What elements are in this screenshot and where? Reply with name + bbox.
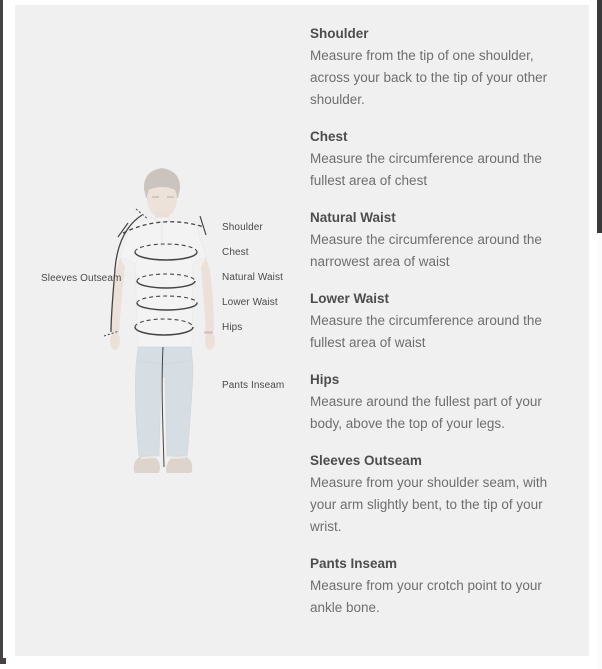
size-guide-panel — [15, 5, 589, 656]
section-title: Natural Waist — [310, 210, 396, 225]
figure-label-lower-waist: Lower Waist — [222, 297, 278, 308]
section-text-line: Measure the circumference around the — [310, 151, 542, 166]
section-text-line: Measure from the tip of one shoulder, — [310, 48, 534, 63]
figure-label-shoulder: Shoulder — [222, 222, 263, 233]
section-title: Sleeves Outseam — [310, 453, 422, 468]
section-text-line: wrist. — [310, 519, 342, 534]
section-text-line: shoulder. — [310, 92, 365, 107]
section-sleeves-outseam — [310, 450, 586, 538]
window-corner-mark — [0, 658, 6, 664]
section-pants-inseam — [310, 553, 586, 619]
section-text-line: body, above the top of your legs. — [310, 416, 505, 431]
section-text-line: across your back to the tip of your other — [310, 70, 548, 85]
window-left-edge — [0, 0, 3, 661]
figure-label-natural-waist: Natural Waist — [222, 272, 283, 283]
section-text-line: Measure from your crotch point to your — [310, 578, 542, 593]
section-title: Chest — [310, 129, 348, 144]
section-title: Hips — [310, 372, 340, 387]
figure-label-sleeves-outseam: Sleeves Outseam — [41, 273, 122, 284]
figure-label-pants-inseam: Pants Inseam — [222, 380, 285, 391]
section-hips — [310, 369, 586, 435]
section-text-line: Measure the circumference around the — [310, 232, 542, 247]
section-title: Lower Waist — [310, 291, 390, 306]
section-natural-waist — [310, 207, 586, 273]
scrollbar-track[interactable] — [597, 0, 602, 669]
section-chest — [310, 126, 586, 192]
section-text-line: Measure around the fullest part of your — [310, 394, 542, 409]
section-text-line: ankle bone. — [310, 600, 380, 615]
section-shoulder — [310, 23, 586, 111]
section-text-line: Measure from your shoulder seam, with — [310, 475, 548, 490]
section-text-line: fullest area of chest — [310, 173, 428, 188]
figure-label-chest: Chest — [222, 247, 249, 258]
figure-label-hips: Hips — [222, 322, 243, 333]
section-lower-waist — [310, 288, 586, 354]
section-title: Shoulder — [310, 26, 369, 41]
section-text-line: your arm slightly bent, to the tip of your — [310, 497, 543, 512]
section-text-line: Measure the circumference around the — [310, 313, 542, 328]
section-title: Pants Inseam — [310, 556, 398, 571]
section-text-line: fullest area of waist — [310, 335, 426, 350]
section-text-line: narrowest area of waist — [310, 254, 450, 269]
measurement-descriptions — [310, 23, 586, 634]
scrollbar-thumb[interactable] — [597, 0, 602, 233]
